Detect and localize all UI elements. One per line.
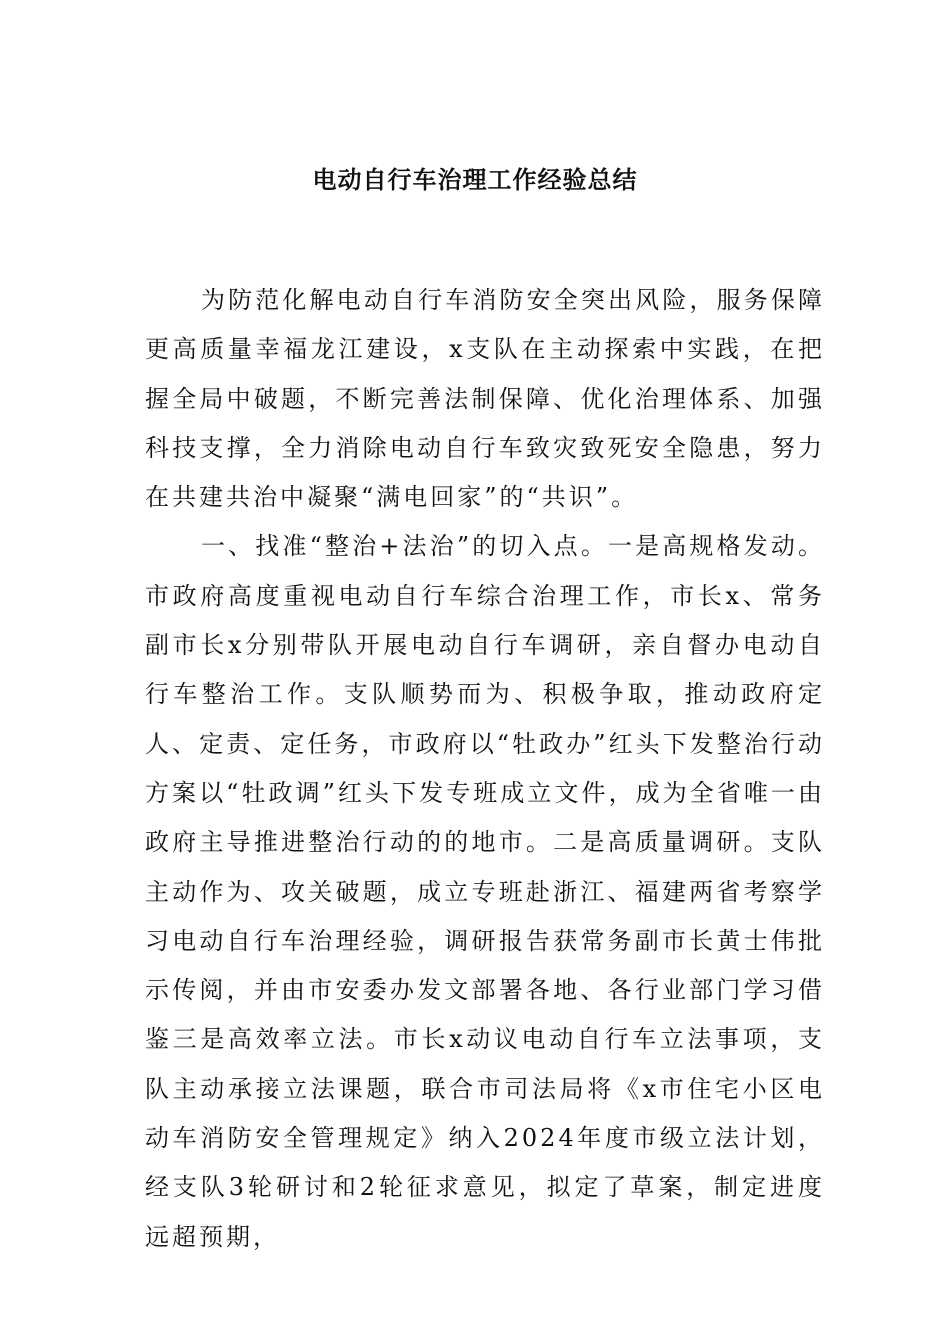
document-title: 电动自行车治理工作经验总结: [312, 165, 638, 194]
paragraph-intro: 为防范化解电动自行车消防安全突出风险，服务保障更高质量幸福龙江建设，x支队在主动探索中实践，在把握全局中破题，不断完善法制保障、优化治理体系、加强科技支撑，全力消除电动自行车致灾致死安全隐患，努力在共建共治中凝聚“满电回家”的“共识”。: [145, 286, 825, 512]
document-body: [145, 276, 825, 1262]
paragraph-section-one: 一、找准“整治+法治”的切入点。一是高规格发动。市政府高度重视电动自行车综合治理工作，市长x、常务副市长x分别带队开展电动自行车调研，亲自督办电动自行车整治工作。支队顺势而为、积极争取，推动政府定人、定责、定任务，市政府以“牡政办”红头下发整治行动方案以“牡政调”红头下发专班成立文件，成为全省唯一由政府主导推进整治行动的的地市。二是高质量调研。支队主动作为、攻关破题，成立专班赴浙江、福建两省考察学习电动自行车治理经验，调研报告获常务副市长黄士伟批示传阅，并由市安委办发文部署各地、各行业部门学习借鉴三是高效率立法。市长x动议电动自行车立法事项，支队主动承接立法课题，联合市司法局将《x市住宅小区电动车消防安全管理规定》纳入2024年度市级立法计划，经支队3轮研讨和2轮征求意见，拟定了草案，制定进度远超预期，: [145, 532, 825, 1251]
